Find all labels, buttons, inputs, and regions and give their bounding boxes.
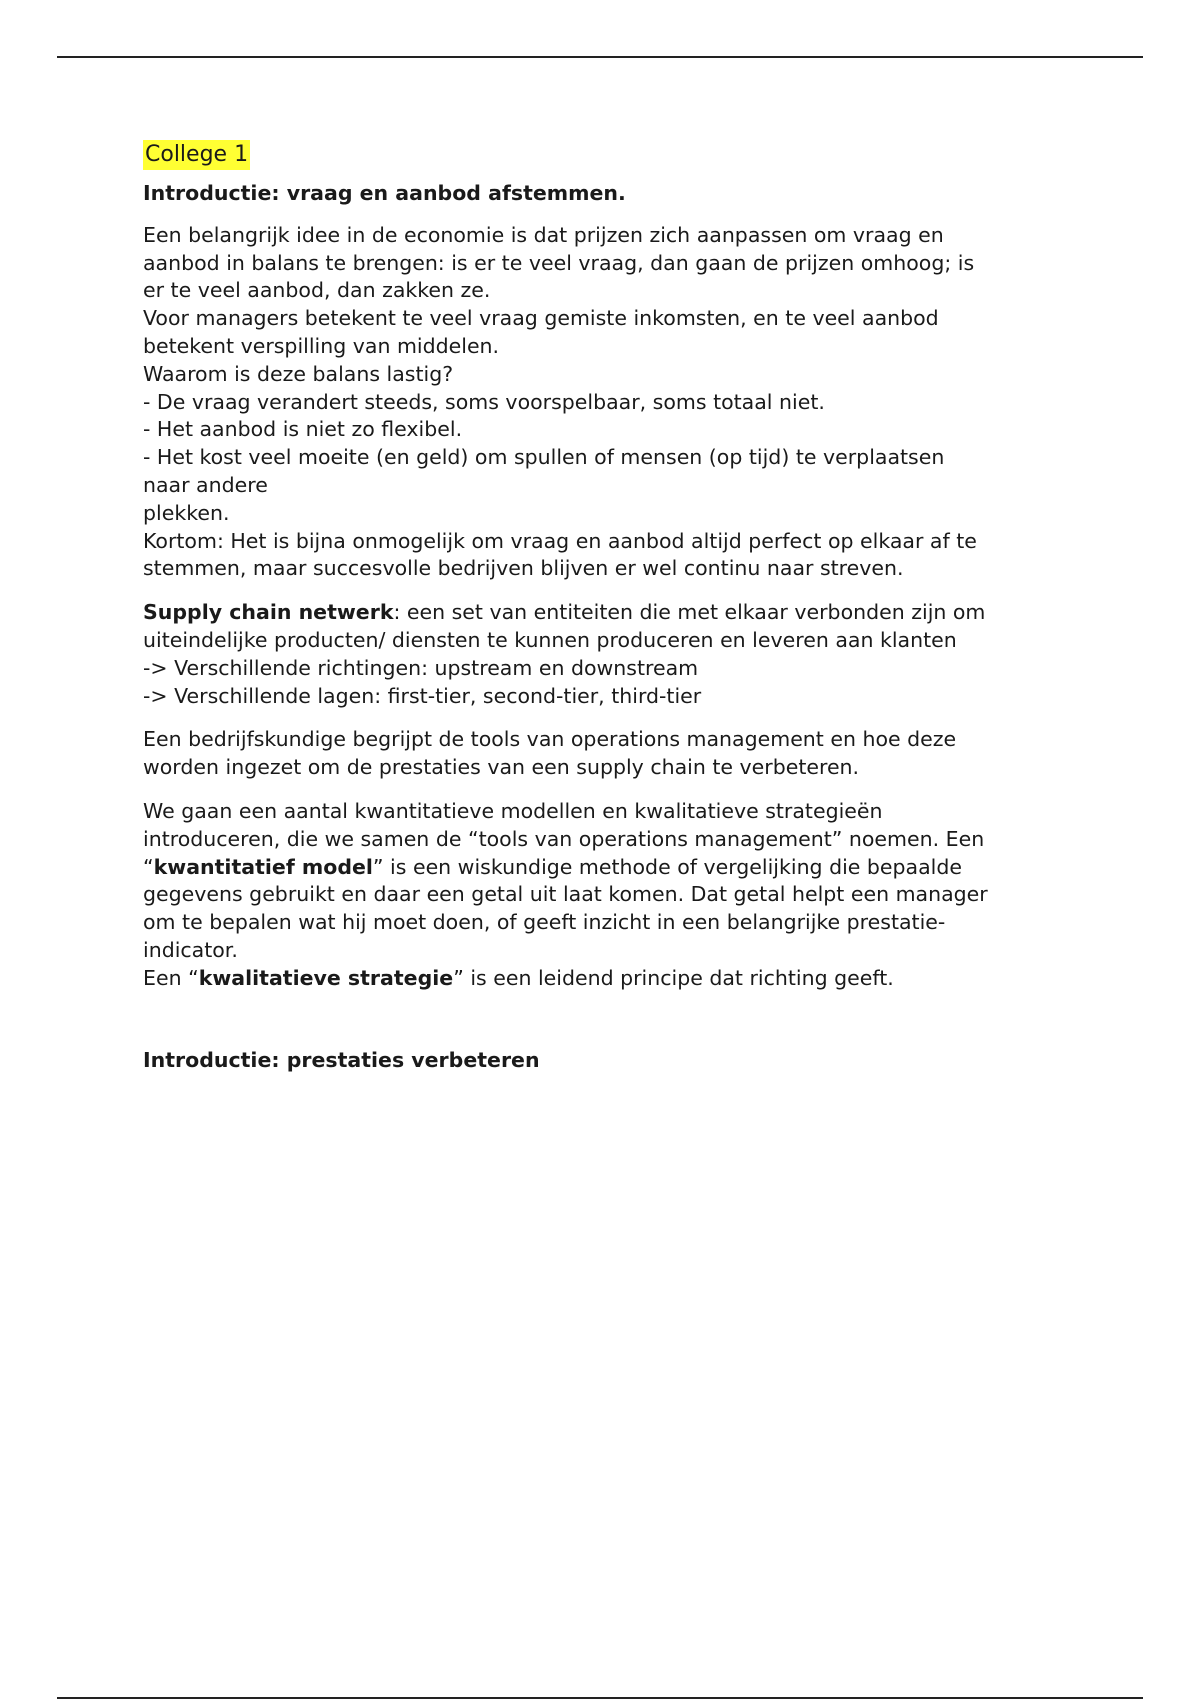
paragraph-vraag-aanbod <box>143 222 1083 583</box>
text-line: uiteindelijke producten/ diensten te kunnen produceren en leveren aan klanten <box>143 627 957 652</box>
footer-rule <box>57 1697 1143 1699</box>
text-line: worden ingezet om de prestaties van een supply chain te verbeteren. <box>143 755 860 780</box>
paragraph-supply-chain <box>143 599 1083 710</box>
text-line: introduceren, die we samen de “tools van operations management” noemen. Een <box>143 826 985 851</box>
text-line: indicator. <box>143 937 238 962</box>
section-title-prestaties: Introductie: prestaties verbeteren <box>143 1047 540 1072</box>
term-kwalitatieve-strategie: kwalitatieve strategie <box>198 965 454 990</box>
quote-open: “ <box>143 854 154 879</box>
paragraph-tools <box>143 798 1083 993</box>
header-rule <box>57 56 1143 58</box>
document-body <box>143 140 1083 1090</box>
text-line <box>143 965 1083 993</box>
text-line: betekent verspilling van middelen. <box>143 333 500 358</box>
text-line: er te veel aanbod, dan zakken ze. <box>143 278 491 303</box>
text-line: Voor managers betekent te veel vraag gemiste inkomsten, en te veel aanbod <box>143 306 939 331</box>
list-item: -> Verschillende lagen: first-tier, second-tier, third-tier <box>143 683 702 708</box>
definition-text: ” is een wiskundige methode of vergelijking die bepaalde <box>372 854 963 879</box>
text-line <box>143 599 1083 627</box>
definition-text: : een set van entiteiten die met elkaar verbonden zijn om <box>393 600 986 625</box>
text-line: Kortom: Het is bijna onmogelijk om vraag en aanbod altijd perfect op elkaar af te <box>143 528 977 553</box>
college-label: College 1 <box>143 140 250 170</box>
section-title-vraag-aanbod: Introductie: vraag en aanbod afstemmen. <box>143 181 626 205</box>
text-line: om te bepalen wat hij moet doen, of geeft inzicht in een belangrijke prestatie- <box>143 910 946 935</box>
text-line: naar andere <box>143 472 268 497</box>
list-item: - Het aanbod is niet zo flexibel. <box>143 417 463 442</box>
text-line: Waarom is deze balans lastig? <box>143 361 454 386</box>
spacer <box>143 1009 1083 1047</box>
text-line: plekken. <box>143 500 230 525</box>
text-line: stemmen, maar succesvolle bedrijven blijven er wel continu naar streven. <box>143 556 904 581</box>
list-item: - Het kost veel moeite (en geld) om spullen of mensen (op tijd) te verplaatsen <box>143 445 945 470</box>
text-line: We gaan een aantal kwantitatieve modellen en kwalitatieve strategieën <box>143 798 883 823</box>
text-line <box>143 854 1083 882</box>
term-kwantitatief-model: kwantitatief model <box>153 854 373 879</box>
definition-text: ” is een leidend principe dat richting geeft. <box>453 965 894 990</box>
paragraph-bedrijfskundige <box>143 726 1083 782</box>
text-line: Een bedrijfskundige begrijpt de tools van operations management en hoe deze <box>143 727 957 752</box>
text-line: Een belangrijk idee in de economie is dat prijzen zich aanpassen om vraag en <box>143 222 944 247</box>
text-line: gegevens gebruikt en daar een getal uit laat komen. Dat getal helpt een manager <box>143 882 988 907</box>
list-item: - De vraag verandert steeds, soms voorspelbaar, soms totaal niet. <box>143 389 825 414</box>
list-item: -> Verschillende richtingen: upstream en downstream <box>143 655 699 680</box>
term-supply-chain: Supply chain netwerk <box>143 600 394 625</box>
text-line: aanbod in balans te brengen: is er te veel vraag, dan gaan de prijzen omhoog; is <box>143 250 975 275</box>
text-prefix: Een “ <box>143 965 199 990</box>
